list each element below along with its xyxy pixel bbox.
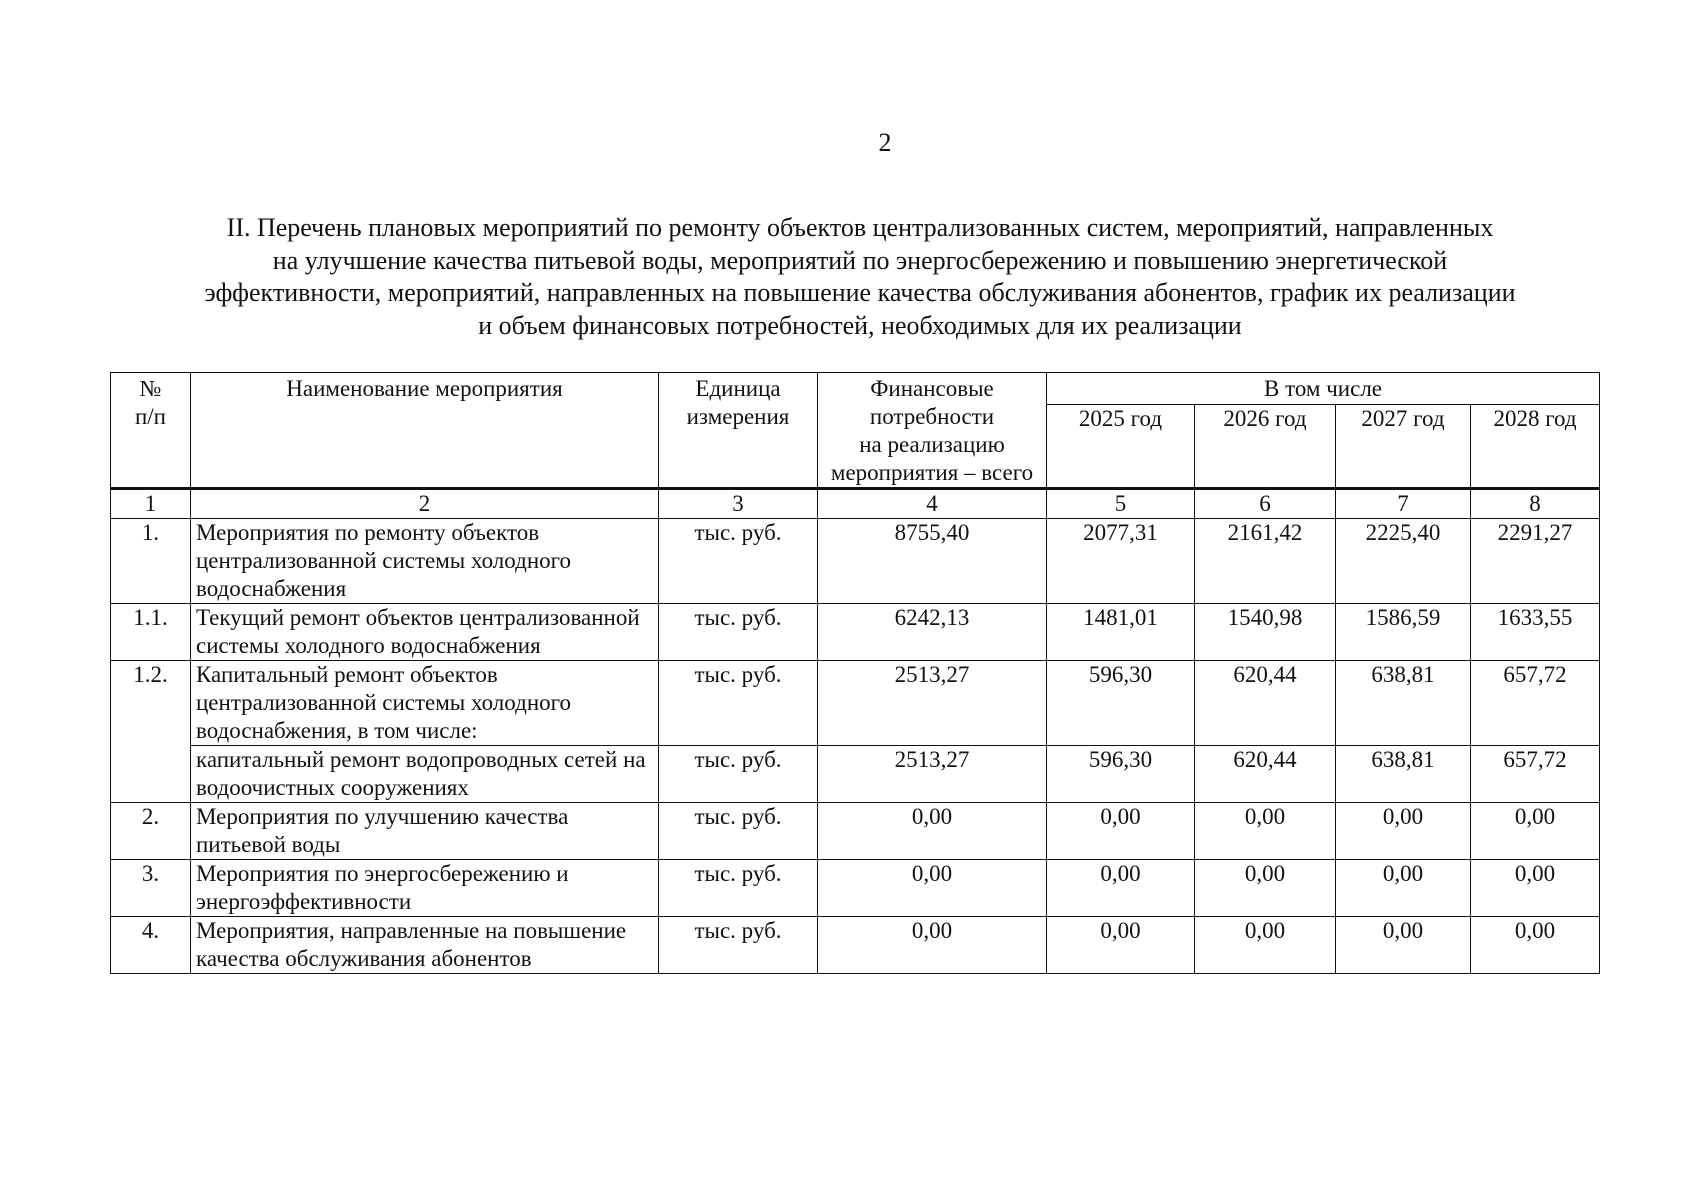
table-row: [111, 661, 1600, 746]
value-2028: 0,00: [1471, 803, 1600, 860]
value-2026: 620,44: [1195, 746, 1336, 803]
measure-unit: тыс. руб.: [659, 604, 818, 661]
column-number: 1: [111, 489, 191, 519]
value-2027: 0,00: [1336, 860, 1471, 917]
document-title: [110, 212, 1610, 342]
measure-name: Капитальный ремонт объектов централизованной системы холодного водоснабжения, в том числе:: [191, 661, 659, 746]
measure-total: 2513,27: [818, 746, 1047, 803]
value-2025: 596,30: [1047, 661, 1195, 746]
value-2028: 1633,55: [1471, 604, 1600, 661]
measure-unit: тыс. руб.: [659, 917, 818, 974]
table-row: [111, 519, 1600, 604]
row-number: 3.: [111, 860, 191, 917]
column-number: 2: [191, 489, 659, 519]
measure-total: 0,00: [818, 917, 1047, 974]
page-number: 2: [878, 128, 892, 157]
header-text: мероприятия – всего: [830, 460, 1034, 485]
title-line: эффективности, мероприятий, направленных на повышение качества обслуживания абонентов, график их реализации: [204, 278, 1516, 307]
header-year: 2026 год: [1195, 405, 1336, 489]
measure-unit: тыс. руб.: [659, 661, 818, 746]
value-2026: 0,00: [1195, 803, 1336, 860]
measure-total: 6242,13: [818, 604, 1047, 661]
header-year: 2025 год: [1047, 405, 1195, 489]
table-row: [111, 917, 1600, 974]
table-row: [111, 803, 1600, 860]
measure-name: Текущий ремонт объектов централизованной системы холодного водоснабжения: [191, 604, 659, 661]
value-2027: 0,00: [1336, 917, 1471, 974]
title-line: на улучшение качества питьевой воды, мероприятий по энергосбережению и повышению энергетической: [272, 245, 1448, 275]
header-text: потребности: [869, 404, 995, 429]
column-number: 8: [1471, 489, 1600, 519]
table-row: [111, 860, 1600, 917]
measure-name: Мероприятия по ремонту объектов централизованной системы холодного водоснабжения: [191, 519, 659, 604]
measure-unit: тыс. руб.: [659, 519, 818, 604]
header-text: п/п: [134, 404, 166, 429]
header-num: [111, 373, 191, 489]
value-2027: 0,00: [1336, 803, 1471, 860]
measure-name: капитальный ремонт водопроводных сетей на водоочистных сооружениях: [191, 746, 659, 803]
measure-name: Мероприятия по улучшению качества питьевой воды: [191, 803, 659, 860]
measure-unit: тыс. руб.: [659, 803, 818, 860]
value-2027: 2225,40: [1336, 519, 1471, 604]
measure-unit: тыс. руб.: [659, 860, 818, 917]
measure-total: 0,00: [818, 860, 1047, 917]
row-number: 1.2.: [111, 661, 191, 803]
value-2028: 0,00: [1471, 917, 1600, 974]
value-2027: 638,81: [1336, 746, 1471, 803]
measure-name: Мероприятия по энергосбережению и энергоэффективности: [191, 860, 659, 917]
header-including: В том числе: [1047, 373, 1600, 405]
header-text: на реализацию: [859, 432, 1005, 457]
row-number: 1.1.: [111, 604, 191, 661]
value-2026: 2161,42: [1195, 519, 1336, 604]
value-2025: 0,00: [1047, 917, 1195, 974]
header-text: измерения: [686, 404, 790, 429]
header-year: 2027 год: [1336, 405, 1471, 489]
measures-table: [110, 372, 1600, 974]
header-text: №: [139, 376, 162, 401]
measure-name: Мероприятия, направленные на повышение качества обслуживания абонентов: [191, 917, 659, 974]
header-year: 2028 год: [1471, 405, 1600, 489]
table-row: [111, 746, 1600, 803]
value-2028: 2291,27: [1471, 519, 1600, 604]
value-2026: 1540,98: [1195, 604, 1336, 661]
value-2028: 0,00: [1471, 860, 1600, 917]
column-number: 5: [1047, 489, 1195, 519]
value-2025: 1481,01: [1047, 604, 1195, 661]
value-2025: 0,00: [1047, 803, 1195, 860]
value-2026: 0,00: [1195, 917, 1336, 974]
header-name: Наименование мероприятия: [191, 373, 659, 489]
title-line: и объем финансовых потребностей, необходимых для их реализации: [478, 310, 1242, 340]
value-2025: 2077,31: [1047, 519, 1195, 604]
value-2028: 657,72: [1471, 746, 1600, 803]
value-2027: 1586,59: [1336, 604, 1471, 661]
value-2026: 0,00: [1195, 860, 1336, 917]
title-line: II. Перечень плановых мероприятий по ремонту объектов централизованных систем, мероприятий, направленных: [226, 213, 1494, 242]
value-2027: 638,81: [1336, 661, 1471, 746]
header-unit: [659, 373, 818, 489]
header-text: Единица: [695, 376, 781, 401]
row-number: 1.: [111, 519, 191, 604]
table-row: [111, 604, 1600, 661]
column-numbers-row: [111, 489, 1600, 519]
measure-total: 0,00: [818, 803, 1047, 860]
value-2025: 596,30: [1047, 746, 1195, 803]
measure-unit: тыс. руб.: [659, 746, 818, 803]
row-number: 2.: [111, 803, 191, 860]
column-number: 3: [659, 489, 818, 519]
value-2025: 0,00: [1047, 860, 1195, 917]
row-number: 4.: [111, 917, 191, 974]
header-text: Финансовые: [870, 376, 994, 401]
column-number: 6: [1195, 489, 1336, 519]
value-2028: 657,72: [1471, 661, 1600, 746]
header-total: [818, 373, 1047, 489]
header-row: [111, 373, 1600, 405]
value-2026: 620,44: [1195, 661, 1336, 746]
column-number: 4: [818, 489, 1047, 519]
measure-total: 2513,27: [818, 661, 1047, 746]
column-number: 7: [1336, 489, 1471, 519]
measure-total: 8755,40: [818, 519, 1047, 604]
